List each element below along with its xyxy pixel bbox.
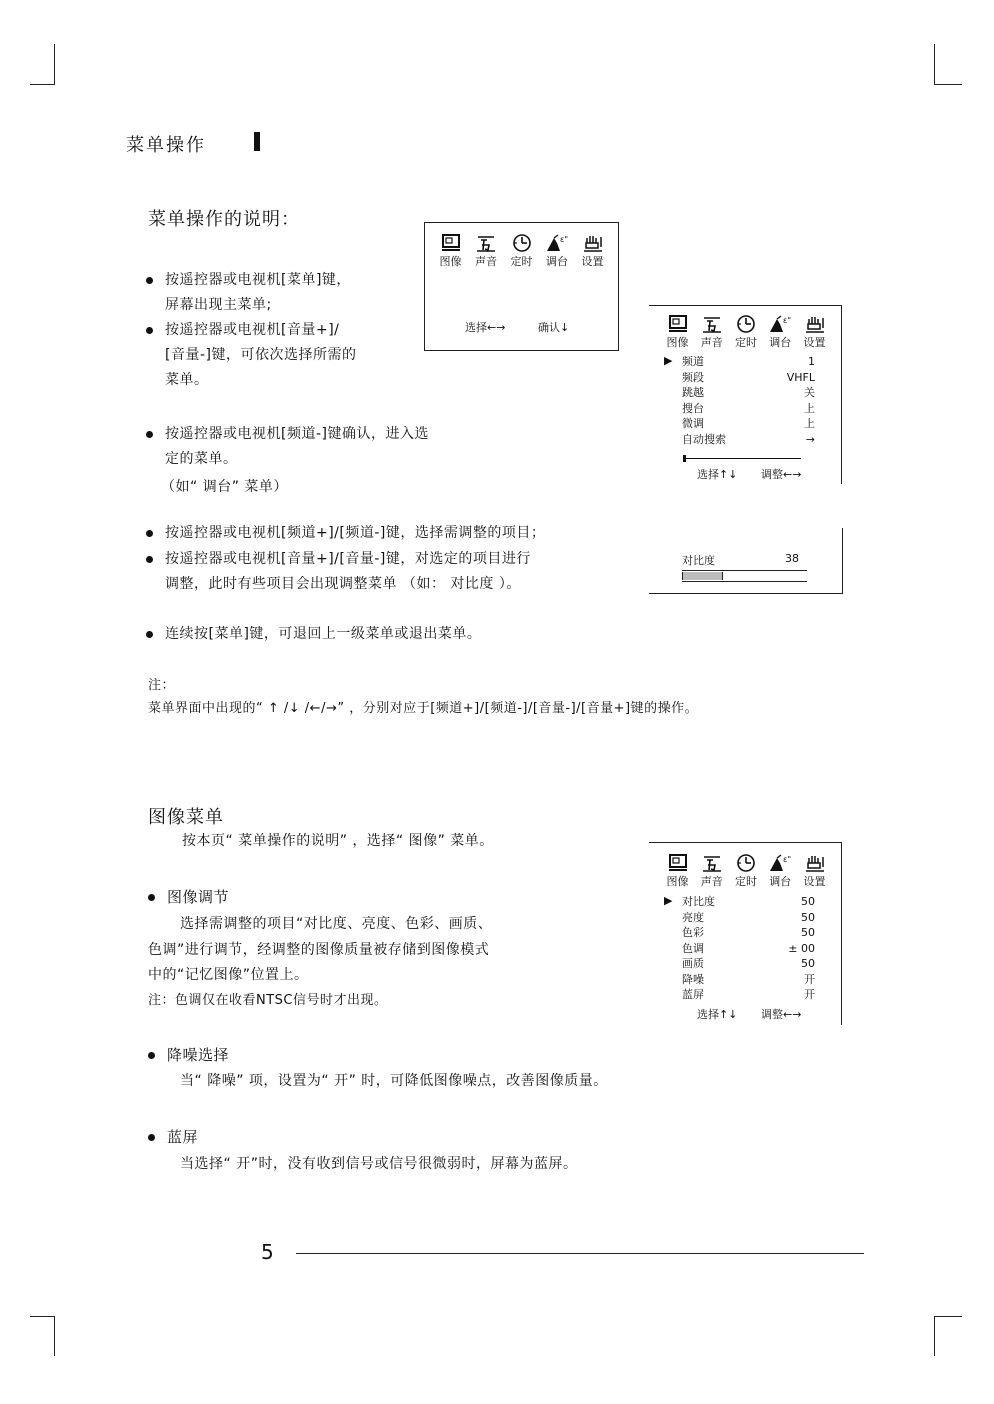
picture-adjust-hint: 调整←→	[761, 1008, 802, 1021]
menu-icon-label: 设置	[803, 875, 826, 888]
timer-icon	[730, 853, 763, 875]
sound-icon	[695, 314, 728, 336]
menu-row: 色调 ± 00	[682, 941, 815, 955]
picture-menu-diagram	[649, 842, 842, 1025]
svg-text:ɛ": ɛ"	[783, 316, 792, 325]
blue-screen-text: 当选择“ 开”时，没有收到信号或信号很微弱时，屏幕为蓝屏。	[180, 1156, 578, 1172]
tuning-menu-icon-row	[661, 314, 831, 350]
picture-select-hint: 选择↑↓	[697, 1008, 738, 1021]
menu-icon-cell	[695, 314, 728, 350]
crop-mark-top-left-h	[30, 84, 55, 85]
menu-icon-label: 声音	[475, 255, 497, 268]
tuning-icon	[764, 853, 797, 875]
note-label: 注：	[148, 678, 176, 693]
crop-mark-top-right-v	[934, 44, 935, 84]
settings-icon	[798, 853, 831, 875]
menu-row: 跳越 关	[682, 386, 815, 399]
menu-row: 色彩 50	[682, 926, 815, 939]
contrast-value: 38	[785, 552, 799, 565]
bullet-picture-adjust: 图像调节	[167, 885, 229, 910]
bullet-select-item: 按遥控器或电视机[频道+]/[频道-]键，选择需调整的项目；	[165, 521, 545, 546]
crop-mark-bottom-left-h	[30, 1316, 55, 1317]
menu-icon-cell	[541, 233, 574, 269]
menu-icon-cell	[798, 314, 831, 350]
menu-row: 自动搜索 →	[682, 432, 815, 446]
tuning-adjust-hint: 调整←→	[761, 468, 802, 481]
contrast-bar-fill	[682, 572, 723, 580]
section-title-picture-menu: 图像菜单	[148, 807, 224, 828]
menu-icon-label: 设置	[581, 255, 604, 268]
picture-adjust-note: 注：色调仅在收看NTSC信号时才出现。	[148, 993, 388, 1008]
menu-icon-cell	[730, 853, 763, 889]
tuning-icon	[541, 233, 574, 255]
tuning-menu-diagram	[649, 305, 842, 484]
menu-row: 对比度 50	[682, 895, 815, 908]
tuning-select-hint: 选择↑↓	[697, 468, 738, 481]
menu-icon-cell	[764, 314, 797, 350]
menu-row: 频道 1	[682, 355, 815, 368]
picture-adjust-line-3: 中的“记忆图像”位置上。	[148, 967, 309, 983]
header-marker-bar	[254, 132, 260, 151]
menu-row: 蓝屏 开	[682, 988, 815, 1001]
menu-icon-cell	[505, 233, 538, 269]
picture-icon	[434, 233, 467, 255]
menu-row: 降噪 开	[682, 972, 815, 986]
noise-reduction-text: 当“ 降噪” 项，设置为“ 开” 时，可降低图像噪点，改善图像质量。	[180, 1073, 608, 1089]
bullet-blue-screen: 蓝屏	[167, 1125, 198, 1150]
bullet-select-menu: 按遥控器或电视机[音量+]/ [音量-]键，可依次选择所需的 菜单。	[165, 318, 356, 393]
bullet-exit-menu: 连续按[菜单]键，可退回上一级菜单或退出菜单。	[165, 622, 481, 647]
svg-text:ɛ": ɛ"	[783, 855, 792, 864]
picture-menu-icon-row	[661, 853, 831, 889]
section-title-menu-operation: 菜单操作的说明：	[148, 209, 300, 230]
picture-menu-table	[682, 894, 815, 1003]
bullet-confirm-menu: 按遥控器或电视机[频道-]键确认，进入选 定的菜单。 （如“ 调台” 菜单）	[165, 422, 429, 500]
timer-icon	[505, 233, 538, 255]
main-menu-diagram	[424, 222, 619, 351]
menu-icon-cell	[661, 853, 694, 889]
contrast-bar	[682, 570, 807, 582]
menu-icon-label: 声音	[700, 336, 723, 349]
crop-mark-top-left-v	[54, 44, 55, 84]
menu-row: 亮度 50	[682, 910, 815, 924]
menu-icon-cell	[576, 233, 609, 269]
sound-icon	[695, 853, 728, 875]
menu-icon-label: 调台	[546, 255, 568, 268]
picture-menu-intro: 按本页“ 菜单操作的说明” ，选择“ 图像” 菜单。	[182, 833, 494, 849]
menu-icon-cell	[661, 314, 694, 350]
picture-icon	[661, 853, 694, 875]
menu-icon-label: 设置	[803, 336, 826, 349]
crop-mark-bottom-left-v	[54, 1316, 55, 1356]
crop-mark-bottom-right-v	[934, 1316, 935, 1356]
menu-icon-label: 声音	[700, 875, 723, 888]
search-progress-line	[683, 458, 801, 459]
menu-icon-cell	[434, 233, 467, 269]
footer-rule	[296, 1253, 864, 1254]
note-text: 菜单界面中出现的“ ↑ /↓ /←/→” ，分别对应于[频道+]/[频道-]/[音量-]/[音量+]键的操作。	[148, 701, 699, 716]
settings-icon	[576, 233, 609, 255]
menu-icon-row	[434, 233, 609, 269]
tuning-menu-pointer: ▶	[664, 354, 673, 367]
bullet-noise-reduction: 降噪选择	[167, 1043, 229, 1068]
menu-icon-cell	[798, 853, 831, 889]
main-menu-select-hint: 选择←→	[465, 321, 506, 334]
menu-icon-label: 定时	[735, 875, 757, 888]
search-progress-marker	[683, 455, 686, 462]
picture-adjust-line-2: 色调”进行调节，经调整的图像质量被存储到图像模式	[148, 942, 490, 958]
bullet-adjust-item: 按遥控器或电视机[音量+]/[音量-]键，对选定的项目进行 调整，此时有些项目会出现调整菜单 （如： 对比度 ）。	[165, 547, 531, 597]
menu-icon-cell	[695, 853, 728, 889]
menu-icon-label: 调台	[769, 875, 792, 888]
page-header-title: 菜单操作	[126, 135, 206, 156]
page-number: 5	[261, 1240, 274, 1264]
sound-icon	[470, 233, 503, 255]
menu-icon-cell	[470, 233, 503, 269]
tuning-menu-table	[682, 354, 815, 447]
contrast-menu-diagram	[649, 528, 843, 594]
svg-text:ɛ": ɛ"	[560, 235, 569, 244]
menu-row: 频段 VHFL	[682, 370, 815, 384]
menu-icon-label: 调台	[769, 336, 792, 349]
timer-icon	[730, 314, 763, 336]
menu-row: 画质 50	[682, 957, 815, 970]
menu-icon-cell	[730, 314, 763, 350]
menu-row: 搜台 上	[682, 401, 815, 415]
contrast-label: 对比度	[682, 554, 715, 567]
bullet-open-main-menu: 按遥控器或电视机[菜单]键， 屏幕出现主菜单;	[165, 268, 351, 318]
menu-row: 微调 上	[682, 417, 815, 430]
menu-icon-cell	[764, 853, 797, 889]
menu-icon-label: 图像	[666, 336, 689, 349]
crop-mark-bottom-right-h	[934, 1316, 962, 1317]
menu-icon-label: 图像	[666, 875, 689, 888]
crop-mark-top-right-h	[934, 84, 962, 85]
menu-icon-label: 定时	[510, 255, 533, 268]
settings-icon	[798, 314, 831, 336]
picture-menu-pointer: ▶	[664, 894, 673, 907]
picture-adjust-line-1: 选择需调整的项目“对比度、亮度、色彩、画质、	[180, 916, 493, 932]
main-menu-confirm-hint: 确认↓	[538, 321, 570, 334]
menu-icon-label: 定时	[735, 336, 757, 349]
picture-icon	[661, 314, 694, 336]
menu-icon-label: 图像	[439, 255, 462, 268]
tuning-icon	[764, 314, 797, 336]
